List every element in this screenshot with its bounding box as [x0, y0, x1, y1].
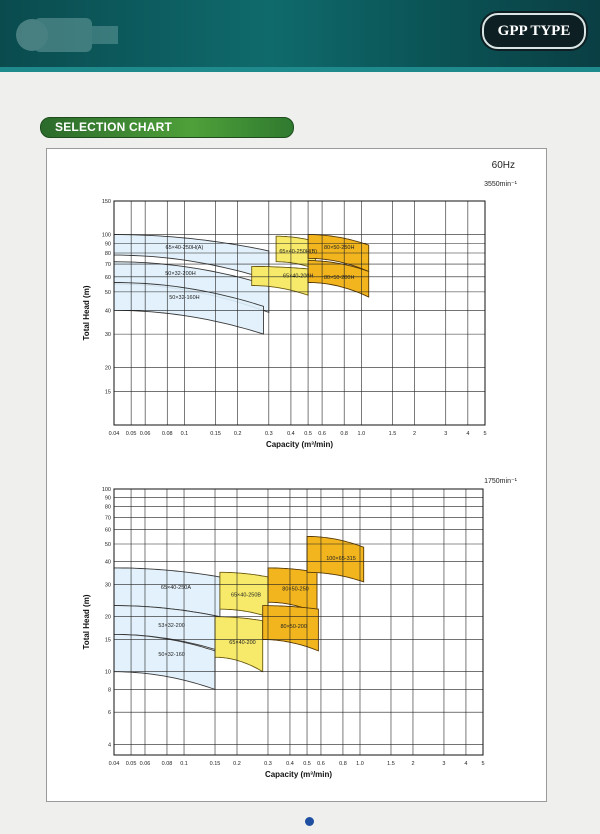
x-tick-label: 0.04	[108, 761, 120, 767]
x-tick-label: 1.0	[356, 761, 364, 767]
x-tick-label: 0.5	[304, 431, 312, 437]
x-tick-label: 0.06	[139, 761, 151, 767]
region-label: 80×50-250	[282, 586, 309, 593]
chart-2	[82, 478, 518, 779]
region-label: 50×32-200H	[165, 270, 196, 277]
x-tick-label: 3	[444, 431, 448, 437]
y-tick-label: 15	[104, 389, 111, 396]
region-label: 50×32-160	[158, 651, 185, 658]
region-label: 80×50-200H	[324, 274, 355, 281]
y-tick-label: 70	[104, 262, 111, 269]
y-tick-label: 100	[101, 487, 111, 493]
x-axis-title: Capacity (m³/min)	[264, 770, 333, 779]
y-tick-label: 50	[104, 541, 111, 548]
y-axis-title: Total Head (m)	[82, 594, 91, 650]
x-tick-label: 5	[483, 431, 487, 437]
region-label: 65×40-200H	[283, 273, 314, 280]
y-tick-label: 20	[104, 365, 111, 372]
x-axis-title: Capacity (m³/min)	[265, 440, 334, 449]
x-tick-label: 1.5	[387, 761, 395, 767]
region-label: 65×40-250A	[160, 585, 192, 592]
y-tick-label: 70	[104, 515, 111, 522]
y-tick-label: 30	[104, 332, 111, 339]
x-tick-label: 0.1	[180, 431, 189, 437]
x-tick-label: 0.2	[233, 761, 241, 767]
x-tick-label: 0.4	[286, 761, 294, 767]
y-tick-label: 40	[104, 308, 111, 315]
header-band	[0, 0, 600, 72]
region-label: 65×40-250H(A)	[165, 245, 204, 252]
x-tick-label: 0.1	[180, 761, 188, 767]
x-tick-label: 5	[481, 761, 485, 767]
y-tick-label: 40	[104, 559, 111, 566]
region-label: 80×50-200	[280, 623, 307, 630]
x-tick-label: 0.06	[139, 431, 151, 437]
x-tick-label: 2	[413, 431, 417, 437]
y-tick-label: 6	[107, 710, 111, 717]
x-tick-label: 0.8	[339, 761, 347, 767]
y-tick-label: 60	[104, 274, 111, 281]
frequency-label: 60Hz	[491, 160, 515, 171]
section-title-pill	[40, 117, 294, 138]
region-label: 65×40-200	[229, 640, 256, 647]
y-tick-label: 100	[101, 232, 111, 239]
section-title: SELECTION CHART	[55, 120, 172, 134]
region-label: 65×40-250B	[230, 592, 262, 599]
x-tick-label: 0.8	[340, 431, 349, 437]
x-tick-label: 0.2	[233, 431, 242, 437]
x-tick-label: 0.08	[161, 431, 173, 437]
type-badge: GPP TYPE	[482, 13, 586, 49]
y-tick-label: 60	[104, 527, 111, 534]
x-tick-label: 0.3	[264, 431, 273, 437]
region-label: 50×32-160H	[169, 294, 200, 301]
x-tick-label: 0.4	[287, 431, 295, 437]
y-tick-label: 90	[104, 241, 111, 248]
y-tick-label: 80	[104, 250, 111, 257]
y-tick-label: 20	[104, 614, 111, 621]
x-tick-label: 0.05	[125, 761, 137, 767]
x-tick-label: 2	[411, 761, 415, 767]
x-tick-label: 3	[442, 761, 446, 767]
y-tick-label: 50	[104, 289, 111, 296]
y-tick-label: 15	[104, 637, 111, 644]
speed-label: 3550min⁻¹	[484, 181, 517, 188]
x-tick-label: 0.08	[161, 761, 173, 767]
y-axis-title: Total Head (m)	[82, 285, 91, 341]
x-tick-label: 4	[464, 761, 468, 767]
y-tick-label: 80	[104, 504, 111, 511]
x-tick-label: 0.04	[108, 431, 120, 437]
speed-label: 1750min⁻¹	[484, 478, 517, 485]
x-tick-label: 0.3	[264, 761, 272, 767]
y-tick-label: 90	[104, 495, 111, 502]
x-tick-label: 0.6	[318, 431, 326, 437]
x-tick-label: 1.0	[357, 431, 366, 437]
region-label: 80×50-250H	[324, 245, 355, 252]
x-tick-label: 4	[466, 431, 470, 437]
header-stripe	[0, 67, 600, 72]
region-label: 65×40-250H(B)	[279, 248, 318, 255]
region-label: 100×65-315	[326, 555, 356, 562]
x-tick-label: 0.05	[125, 431, 137, 437]
x-tick-label: 1.5	[388, 431, 397, 437]
x-tick-label: 0.15	[210, 431, 221, 437]
x-tick-label: 0.5	[303, 761, 311, 767]
y-tick-label: 30	[104, 582, 111, 589]
x-tick-label: 0.6	[317, 761, 325, 767]
y-tick-label: 150	[101, 199, 111, 205]
region-label: 53×32-200	[158, 623, 185, 630]
y-tick-label: 8	[107, 687, 111, 694]
chart-panel	[46, 148, 547, 802]
selection-charts	[47, 149, 546, 801]
chart-1	[82, 160, 518, 449]
y-tick-label: 4	[107, 742, 111, 749]
company-logo-icon	[305, 817, 314, 826]
pump-illustration-icon	[12, 4, 122, 64]
x-tick-label: 0.15	[209, 761, 221, 767]
y-tick-label: 10	[104, 669, 111, 676]
